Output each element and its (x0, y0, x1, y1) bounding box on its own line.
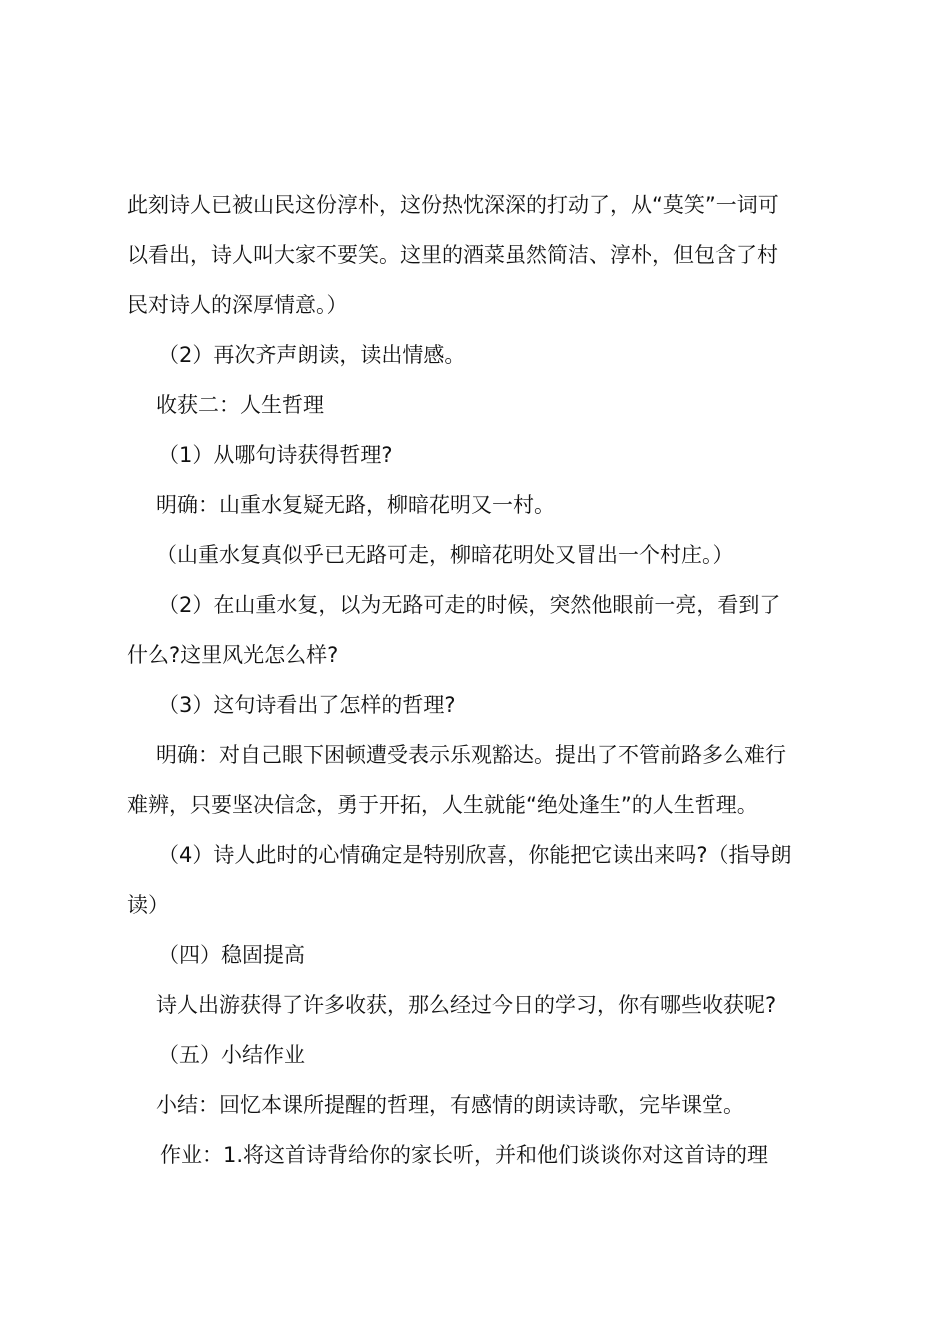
paragraph-line: 作业：1.将这首诗背给你的家长听，并和他们谈谈你对这首诗的理 (160, 1143, 769, 1167)
paragraph-line: （3）这句诗看出了怎样的哲理? (158, 693, 456, 717)
paragraph-line: 小结：回忆本课所提醒的哲理，有感情的朗读诗歌，完毕课堂。 (156, 1093, 744, 1117)
paragraph-line: （2）再次齐声朗读，读出情感。 (158, 343, 466, 367)
paragraph-line: 此刻诗人已被山民这份淳朴，这份热忱深深的打动了，从“莫笑”一词可 (127, 193, 779, 217)
paragraph-line: （山重水复真似乎已无路可走，柳暗花明处又冒出一个村庄。） (156, 543, 734, 567)
section-heading: （五）小结作业 (158, 1043, 305, 1067)
paragraph-line: 读） (127, 893, 169, 917)
paragraph-line: （4）诗人此时的心情确定是特别欣喜，你能把它读出来吗?（指导朗 (158, 843, 792, 867)
paragraph-line: 什么?这里风光怎么样? (127, 643, 339, 667)
paragraph-line: 难辨，只要坚决信念，勇于开拓，人生就能“绝处逢生”的人生哲理。 (127, 793, 758, 817)
paragraph-line: 民对诗人的深厚情意。） (127, 293, 348, 317)
paragraph-line: （2）在山重水复，以为无路可走的时候，突然他眼前一亮，看到了 (158, 593, 781, 617)
paragraph-line: 以看出，诗人叫大家不要笑。这里的酒菜虽然简洁、淳朴，但包含了村 (127, 243, 778, 267)
section-heading: 收获二：人生哲理 (156, 393, 324, 417)
paragraph-line: 诗人出游获得了许多收获，那么经过今日的学习，你有哪些收获呢? (156, 993, 777, 1017)
section-heading: （四）稳固提高 (158, 943, 305, 967)
paragraph-line: 明确：对自己眼下困顿遭受表示乐观豁达。提出了不管前路多么难行 (156, 743, 786, 767)
paragraph-line: 明确：山重水复疑无路，柳暗花明又一村。 (156, 493, 555, 517)
paragraph-line: （1）从哪句诗获得哲理? (158, 443, 393, 467)
